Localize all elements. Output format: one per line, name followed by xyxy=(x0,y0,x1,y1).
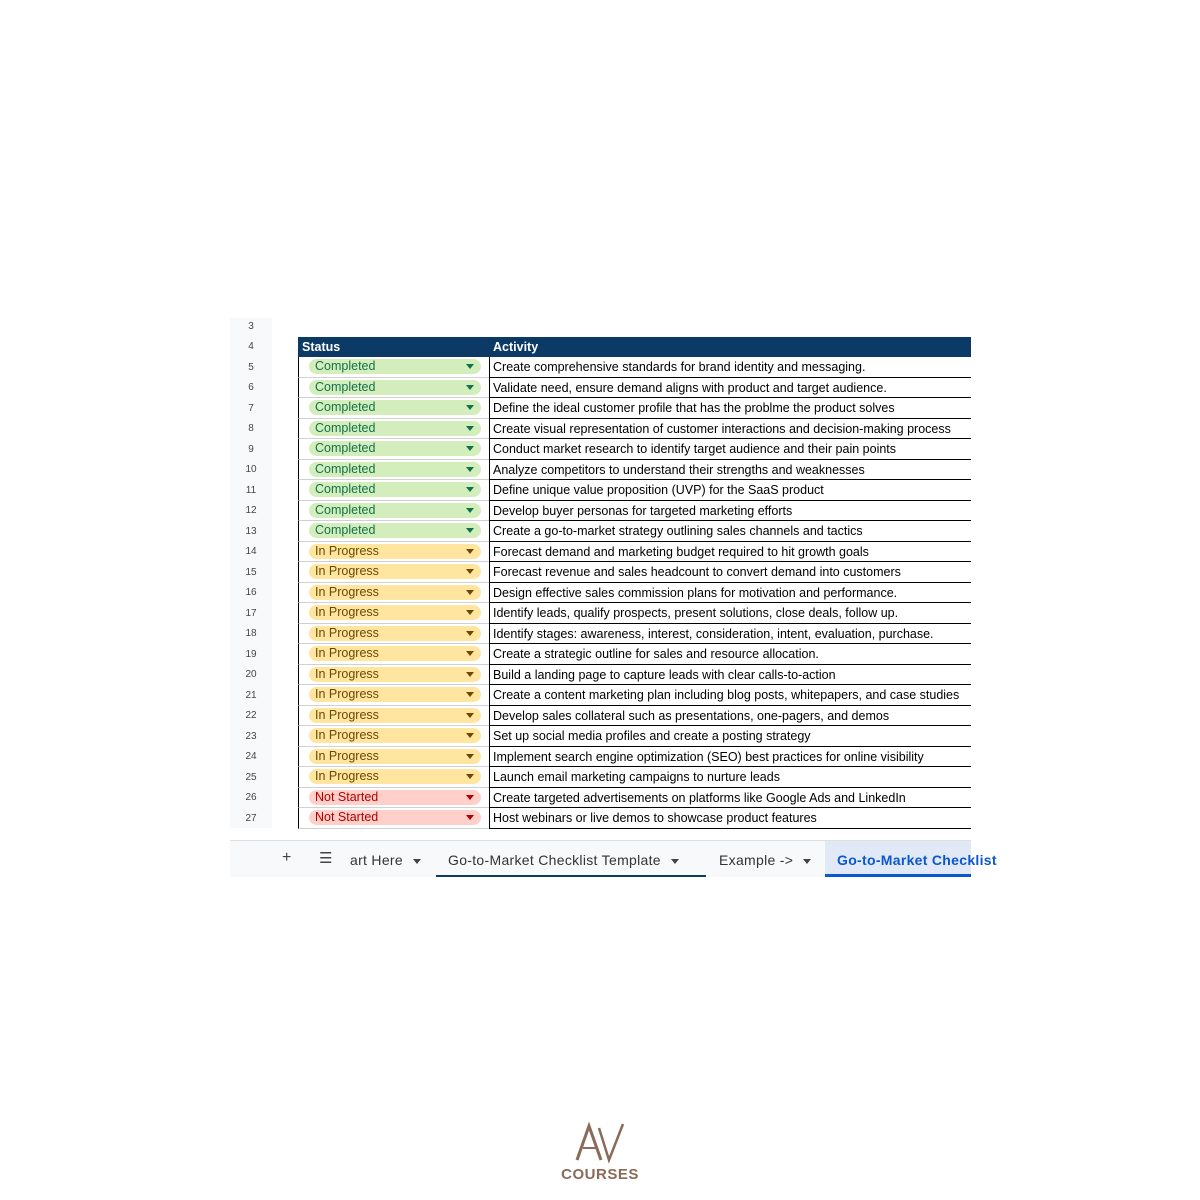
status-cell[interactable] xyxy=(298,685,489,706)
table-row xyxy=(298,419,971,440)
status-dropdown-chip[interactable] xyxy=(309,810,481,825)
status-label: Completed xyxy=(315,379,376,394)
status-cell[interactable] xyxy=(298,665,489,686)
row-number[interactable]: 6 xyxy=(248,382,254,393)
sheet-tab-bar xyxy=(230,840,997,877)
dropdown-arrow-icon[interactable] xyxy=(466,467,474,472)
tab-label: Go-to-Market Checklist Template xyxy=(448,852,661,868)
dropdown-arrow-icon[interactable] xyxy=(466,528,474,533)
row-number[interactable]: 16 xyxy=(245,587,257,598)
status-dropdown-chip[interactable] xyxy=(309,503,481,518)
status-label: In Progress xyxy=(315,666,379,681)
row-number[interactable]: 9 xyxy=(248,443,254,455)
row-number[interactable]: 14 xyxy=(245,546,257,557)
row-number[interactable]: 4 xyxy=(248,341,254,352)
status-cell[interactable] xyxy=(298,603,489,624)
add-sheet-icon[interactable]: + xyxy=(282,849,292,866)
table-row xyxy=(298,644,971,665)
activity-cell[interactable]: Host webinars or live demos to showcase product features xyxy=(489,808,971,829)
table-row xyxy=(298,378,971,399)
activity-cell[interactable]: Set up social media profiles and create a posting strategy xyxy=(489,726,971,747)
dropdown-arrow-icon[interactable] xyxy=(466,610,474,615)
row-number[interactable]: 26 xyxy=(245,792,257,803)
activity-cell[interactable]: Identify stages: awareness, interest, consideration, intent, evaluation, purchase. xyxy=(489,624,971,645)
status-dropdown-chip[interactable] xyxy=(309,667,481,682)
status-cell[interactable] xyxy=(298,767,489,788)
status-cell[interactable] xyxy=(298,808,489,829)
status-label: In Progress xyxy=(315,687,379,701)
activity-cell[interactable]: Create a content marketing plan including blog posts, whitepapers, and case studies xyxy=(489,685,971,706)
activity-cell[interactable]: Identify leads, qualify prospects, present solutions, close deals, follow up. xyxy=(489,603,971,624)
dropdown-arrow-icon[interactable] xyxy=(466,795,474,800)
status-label: Completed xyxy=(315,441,376,455)
status-cell[interactable] xyxy=(298,439,489,460)
row-number[interactable]: 21 xyxy=(245,689,257,701)
row-number-column xyxy=(230,318,273,828)
row-number[interactable]: 18 xyxy=(245,628,257,639)
status-label: Not Started xyxy=(315,810,379,824)
dropdown-arrow-icon[interactable] xyxy=(466,692,474,697)
status-cell[interactable] xyxy=(298,357,489,378)
status-dropdown-chip[interactable] xyxy=(309,728,481,743)
activity-cell[interactable]: Analyze competitors to understand their strengths and weaknesses xyxy=(489,460,971,481)
row-number[interactable]: 23 xyxy=(245,730,257,742)
row-number[interactable]: 27 xyxy=(245,812,257,824)
table-row xyxy=(298,439,971,460)
status-dropdown-chip[interactable] xyxy=(309,482,481,497)
status-dropdown-chip[interactable] xyxy=(309,380,481,395)
status-dropdown-chip[interactable] xyxy=(309,523,481,538)
table-row xyxy=(298,542,971,563)
table-row xyxy=(298,603,971,624)
status-cell[interactable] xyxy=(298,542,489,563)
status-dropdown-chip[interactable] xyxy=(309,421,481,436)
activity-header[interactable]: Activity xyxy=(493,340,539,354)
activity-cell[interactable]: Create comprehensive standards for brand identity and messaging. xyxy=(489,357,971,378)
status-cell[interactable] xyxy=(298,398,489,419)
activity-cell[interactable]: Design effective sales commission plans for motivation and performance. xyxy=(489,583,971,604)
av-monogram-icon xyxy=(555,1120,645,1168)
tab-start-here[interactable] xyxy=(350,841,432,877)
all-sheets-menu-icon[interactable]: ☰ xyxy=(319,850,333,867)
table-row xyxy=(298,624,971,645)
tab-go-to-market-checklist[interactable] xyxy=(825,841,997,877)
status-label: In Progress xyxy=(315,728,379,742)
status-cell[interactable] xyxy=(298,747,489,768)
table-row xyxy=(298,767,971,788)
table-row xyxy=(298,398,971,419)
status-cell[interactable] xyxy=(298,562,489,583)
status-label: Completed xyxy=(315,359,376,373)
status-label: Completed xyxy=(315,461,376,476)
status-label: In Progress xyxy=(315,605,379,619)
status-label: In Progress xyxy=(315,584,379,599)
status-dropdown-chip[interactable] xyxy=(309,462,481,477)
status-cell[interactable] xyxy=(298,480,489,501)
tab-label: Example -> xyxy=(719,852,794,868)
row-number[interactable]: 8 xyxy=(248,423,254,434)
status-label: Completed xyxy=(315,420,376,435)
status-label: In Progress xyxy=(315,748,379,763)
dropdown-arrow-icon[interactable] xyxy=(466,754,474,759)
status-dropdown-chip[interactable] xyxy=(309,790,481,805)
status-label: In Progress xyxy=(315,543,379,558)
status-header[interactable]: Status xyxy=(302,340,341,354)
status-label: Completed xyxy=(315,502,376,517)
chevron-down-icon[interactable] xyxy=(803,859,811,864)
dropdown-arrow-icon[interactable] xyxy=(466,487,474,492)
dropdown-arrow-icon[interactable] xyxy=(466,713,474,718)
status-cell[interactable] xyxy=(298,624,489,645)
status-label: Completed xyxy=(315,523,376,537)
column-gap xyxy=(272,318,298,828)
status-label: In Progress xyxy=(315,625,379,640)
status-label: In Progress xyxy=(315,769,379,783)
status-cell[interactable] xyxy=(298,501,489,522)
status-dropdown-chip[interactable] xyxy=(309,359,481,374)
tab-label: art Here xyxy=(350,852,403,868)
row-number[interactable]: 24 xyxy=(245,751,257,762)
status-label: In Progress xyxy=(315,707,379,722)
status-dropdown-chip[interactable] xyxy=(309,544,481,559)
status-label: Completed xyxy=(315,400,376,414)
row-number[interactable]: 25 xyxy=(245,771,257,783)
status-cell[interactable] xyxy=(298,583,489,604)
tab-go-to-market-checklist-template[interactable] xyxy=(436,841,706,877)
logo-wordmark: COURSES xyxy=(561,1166,639,1183)
table-row xyxy=(298,685,971,706)
row-number[interactable]: 5 xyxy=(248,361,254,373)
spreadsheet xyxy=(230,318,997,876)
table-row xyxy=(298,480,971,501)
row-number[interactable]: 15 xyxy=(245,566,257,578)
status-cell[interactable] xyxy=(298,726,489,747)
status-dropdown-chip[interactable] xyxy=(309,626,481,641)
activity-cell[interactable]: Build a landing page to capture leads with clear calls-to-action xyxy=(489,665,971,686)
activity-cell[interactable]: Validate need, ensure demand aligns with product and target audience. xyxy=(489,378,971,399)
row-number[interactable]: 11 xyxy=(245,484,257,496)
activity-cell[interactable]: Develop buyer personas for targeted marketing efforts xyxy=(489,501,971,522)
table-row xyxy=(298,726,971,747)
table-row xyxy=(298,808,971,829)
activity-cell[interactable]: Create a strategic outline for sales and resource allocation. xyxy=(489,644,971,665)
activity-cell[interactable]: Conduct market research to identify target audience and their pain points xyxy=(489,439,971,460)
av-courses-logo xyxy=(555,1120,645,1190)
row-number[interactable]: 20 xyxy=(245,669,257,680)
status-dropdown-chip[interactable] xyxy=(309,749,481,764)
activity-cell[interactable]: Define unique value proposition (UVP) for the SaaS product xyxy=(489,480,971,501)
table-row xyxy=(298,562,971,583)
dropdown-arrow-icon[interactable] xyxy=(466,631,474,636)
dropdown-arrow-icon[interactable] xyxy=(466,590,474,595)
row-number[interactable]: 10 xyxy=(245,464,257,475)
dropdown-arrow-icon[interactable] xyxy=(466,549,474,554)
row-number[interactable]: 3 xyxy=(248,321,254,332)
status-cell[interactable] xyxy=(298,419,489,440)
header-row xyxy=(298,337,971,357)
status-dropdown-chip[interactable] xyxy=(309,646,481,661)
tab-label: Go-to-Market Checklist xyxy=(837,852,997,868)
row-number[interactable]: 12 xyxy=(245,505,257,516)
status-dropdown-chip[interactable] xyxy=(309,605,481,620)
table-row xyxy=(298,460,971,481)
activity-cell[interactable]: Forecast revenue and sales headcount to convert demand into customers xyxy=(489,562,971,583)
dropdown-arrow-icon[interactable] xyxy=(466,733,474,738)
row-number[interactable]: 7 xyxy=(248,402,254,414)
chevron-down-icon[interactable] xyxy=(413,859,421,864)
status-label: Completed xyxy=(315,482,376,496)
activity-cell[interactable]: Create visual representation of customer interactions and decision-making process xyxy=(489,419,971,440)
status-dropdown-chip[interactable] xyxy=(309,400,481,415)
activity-cell[interactable]: Forecast demand and marketing budget required to hit growth goals xyxy=(489,542,971,563)
table-row xyxy=(298,521,971,542)
status-dropdown-chip[interactable] xyxy=(309,687,481,702)
table-row xyxy=(298,788,971,809)
table-row xyxy=(298,583,971,604)
status-cell[interactable] xyxy=(298,378,489,399)
status-dropdown-chip[interactable] xyxy=(309,769,481,784)
status-cell[interactable] xyxy=(298,706,489,727)
activity-cell[interactable]: Define the ideal customer profile that has the problme the product solves xyxy=(489,398,971,419)
table-row xyxy=(298,501,971,522)
dropdown-arrow-icon[interactable] xyxy=(466,569,474,574)
status-cell[interactable] xyxy=(298,788,489,809)
dropdown-arrow-icon[interactable] xyxy=(466,426,474,431)
status-label: Not Started xyxy=(315,789,379,804)
status-cell[interactable] xyxy=(298,521,489,542)
activity-cell[interactable]: Launch email marketing campaigns to nurture leads xyxy=(489,767,971,788)
status-label: In Progress xyxy=(315,564,379,578)
dropdown-arrow-icon[interactable] xyxy=(466,774,474,779)
activity-cell[interactable]: Create targeted advertisements on platforms like Google Ads and LinkedIn xyxy=(489,788,971,809)
dropdown-arrow-icon[interactable] xyxy=(466,815,474,820)
status-dropdown-chip[interactable] xyxy=(309,441,481,456)
dropdown-arrow-icon[interactable] xyxy=(466,385,474,390)
row-number[interactable]: 13 xyxy=(245,525,257,537)
chevron-down-icon[interactable] xyxy=(671,859,679,864)
row-number[interactable]: 17 xyxy=(245,607,257,619)
dropdown-arrow-icon[interactable] xyxy=(466,446,474,451)
tab-example[interactable] xyxy=(719,841,819,877)
row-number[interactable]: 22 xyxy=(245,710,257,721)
table-row xyxy=(298,665,971,686)
status-cell[interactable] xyxy=(298,644,489,665)
dropdown-arrow-icon[interactable] xyxy=(466,364,474,369)
row-number[interactable]: 19 xyxy=(245,648,257,660)
status-label: In Progress xyxy=(315,646,379,660)
status-dropdown-chip[interactable] xyxy=(309,585,481,600)
dropdown-arrow-icon[interactable] xyxy=(466,508,474,513)
activity-cell[interactable]: Implement search engine optimization (SEO) best practices for online visibility xyxy=(489,747,971,768)
status-dropdown-chip[interactable] xyxy=(309,708,481,723)
dropdown-arrow-icon[interactable] xyxy=(466,672,474,677)
table-row xyxy=(298,706,971,727)
status-dropdown-chip[interactable] xyxy=(309,564,481,579)
dropdown-arrow-icon[interactable] xyxy=(466,651,474,656)
table-row xyxy=(298,747,971,768)
table-row xyxy=(298,357,971,378)
status-cell[interactable] xyxy=(298,460,489,481)
activity-cell[interactable]: Develop sales collateral such as presentations, one-pagers, and demos xyxy=(489,706,971,727)
activity-cell[interactable]: Create a go-to-market strategy outlining sales channels and tactics xyxy=(489,521,971,542)
dropdown-arrow-icon[interactable] xyxy=(466,405,474,410)
